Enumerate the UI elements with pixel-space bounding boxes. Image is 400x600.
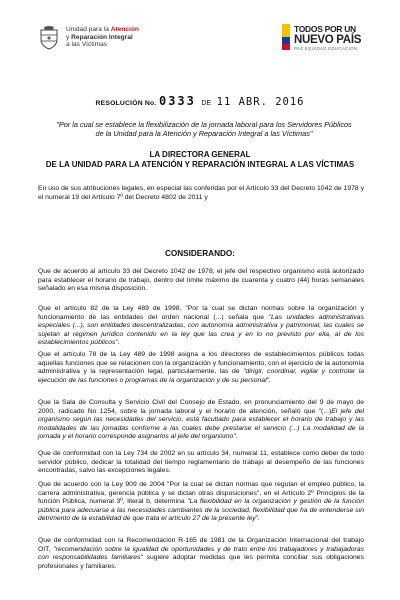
colombia-flag-icon — [282, 24, 290, 50]
unit-line1: Unidad para la — [66, 26, 109, 33]
paragraph-3 — [38, 351, 364, 385]
paragraph-6-text: Que de acuerdo con la Ley 909 de 2004 "Por la cual se dictan normas que regulan el empleo público, la carrera administrativa, gerencia pública y se dictan otras disposiciones", en el Artículo 2º Principios de la función Pública, numeral 3º, literal b, determina — [38, 481, 364, 506]
resolution-line — [0, 94, 400, 108]
paragraph-6-quote: "La flexibilidad en la organización y gestión de la función pública para adecuarse a las necesidades cambiantes de la sociedad, flexibilidad que ha de entenderse sin detrimento de la estabilidad de que trata el artículo 27 de la presente ley". — [38, 498, 364, 523]
paragraph-4 — [38, 399, 364, 442]
resolution-de: DE — [201, 100, 212, 107]
paragraph-6 — [38, 481, 364, 524]
letterhead — [38, 20, 370, 80]
paragraph-1-text: Que de acuerdo al artículo 33 del Decreto 1042 de 1978, el jefe del respectivo organismo está autorizado para establecer el horario de trabajo, dentro del límite máximo de cuarenta y cuatro (44) horas semanales señalado en esa misma disposición. — [38, 268, 364, 293]
paragraph-2-text: Que el artículo 82 de la Ley 489 de 1998, "Por la cual se dictan normas sobre la organización y funcionamiento de las entidades del orden nacional (...) señala que — [38, 305, 364, 321]
unit-line2-bold: Reparación Integral — [71, 33, 133, 41]
unit-line3: a las Víctimas — [66, 41, 108, 48]
paragraph-3-quote: "dirigir, coordinar, vigilar y controlar la ejecución de las funciones o programas de la organización y de su personal". — [38, 368, 364, 384]
coat-of-arms-icon — [38, 26, 60, 50]
slogan — [294, 24, 361, 52]
unit-name — [66, 26, 139, 49]
slogan-line3: PAZ EQUIDAD EDUCACIÓN — [294, 46, 358, 51]
slogan-line1: TODOS POR UN — [294, 24, 356, 34]
paragraph-7-text: Que de conformidad con la Recomendación R-165 de 1981 de la Organización Internacional del trabajo OIT, — [38, 537, 364, 553]
director-line2: DE LA UNIDAD PARA LA ATENCIÓN Y REPARACIÓN INTEGRAL A LAS VÍCTIMAS — [45, 160, 355, 169]
resolution-date: 11 ABR. 2016 — [216, 96, 305, 108]
paragraph-7-end: sugiere adoptar medidas que les permita conciliar sus obligaciones profesionales y familiares. — [38, 554, 364, 570]
intro-paragraph — [38, 185, 364, 202]
resolution-number: 0333 — [158, 94, 196, 108]
paragraph-1 — [38, 268, 364, 294]
resolution-label: RESOLUCIÓN No. — [95, 100, 157, 107]
unit-line1-red: Atención — [110, 26, 139, 33]
paragraph-3-text: Que el artículo 78 de la Ley 489 de 1998 asigna a los directores de establecimientos públicos todas aquellas funciones que se relacionen con la organización y funcionamiento, con el ejercicio de la autonomía administrativa y la representación legal, particularmente, las de — [38, 351, 364, 376]
paragraph-5-text: Que de conformidad con la Ley 734 de 2002 en su artículo 34, numeral 11, establece como deber de todo servidor público, dedicar la totalidad del tiempo reglamentario de trabajo al desempeño de las funciones encontradas, salvo las excepciones legales. — [38, 450, 364, 475]
paragraph-4-quote: El jefe del organismo según las necesidades del servicio, está facultado para establecer el horario de trabajo y las modalidades de las jornadas conforme a las cuales debe prestarse el servicio (...) La modalidad de la jornada y el horario corresponde asignarlos al jefe del organismo". — [38, 407, 364, 441]
paragraph-5 — [38, 450, 364, 476]
paragraph-4-text: Que la Sala de Consulta y Servicio Civil del Consejo de Estado, en pronunciamiento del 9 de mayo de 2000, radicado No 1254, sobre la jornada laboral y el horario de atención, señaló que "(...) — [38, 399, 364, 415]
paragraph-7-quote: "recomendación sobre la igualdad de oportunidades y de trato entre los trabajadores y trabajadoras con responsabilidades familiares" — [38, 545, 364, 562]
unit-line2: y — [66, 33, 70, 41]
paragraph-7 — [38, 537, 364, 571]
intro-text: En uso de sus atribuciones legales, en especial las conferidas por el Artículo 33 del Decreto 1042 de 1978 y el numeral 19 del Artículo 7º del Decreto 4802 de 2011 y — [38, 185, 364, 201]
resolution-subject: "Por la cual se establece la flexibilización de la jornada laboral para los Servidores Públicos de la Unidad para la Atención y Reparación Integral a las Víctimas" — [56, 120, 352, 139]
paragraph-2 — [38, 305, 364, 348]
director-line1: LA DIRECTORA GENERAL — [149, 150, 251, 159]
slogan-line2: NUEVO PAÍS — [294, 34, 362, 46]
unit-logo — [38, 26, 139, 50]
director-heading — [38, 150, 362, 170]
paragraph-2-quote: "Las unidades administrativas especiales (...), son entidades descentralizadas, con autonomía administrativa y patrimonial, las cuales se sujetan al régimen jurídico contenido en la ley que las crea y en lo no previsto por ella, al de los establecimientos públicos". — [38, 313, 364, 347]
considerando-heading: CONSIDERANDO: — [164, 249, 236, 258]
